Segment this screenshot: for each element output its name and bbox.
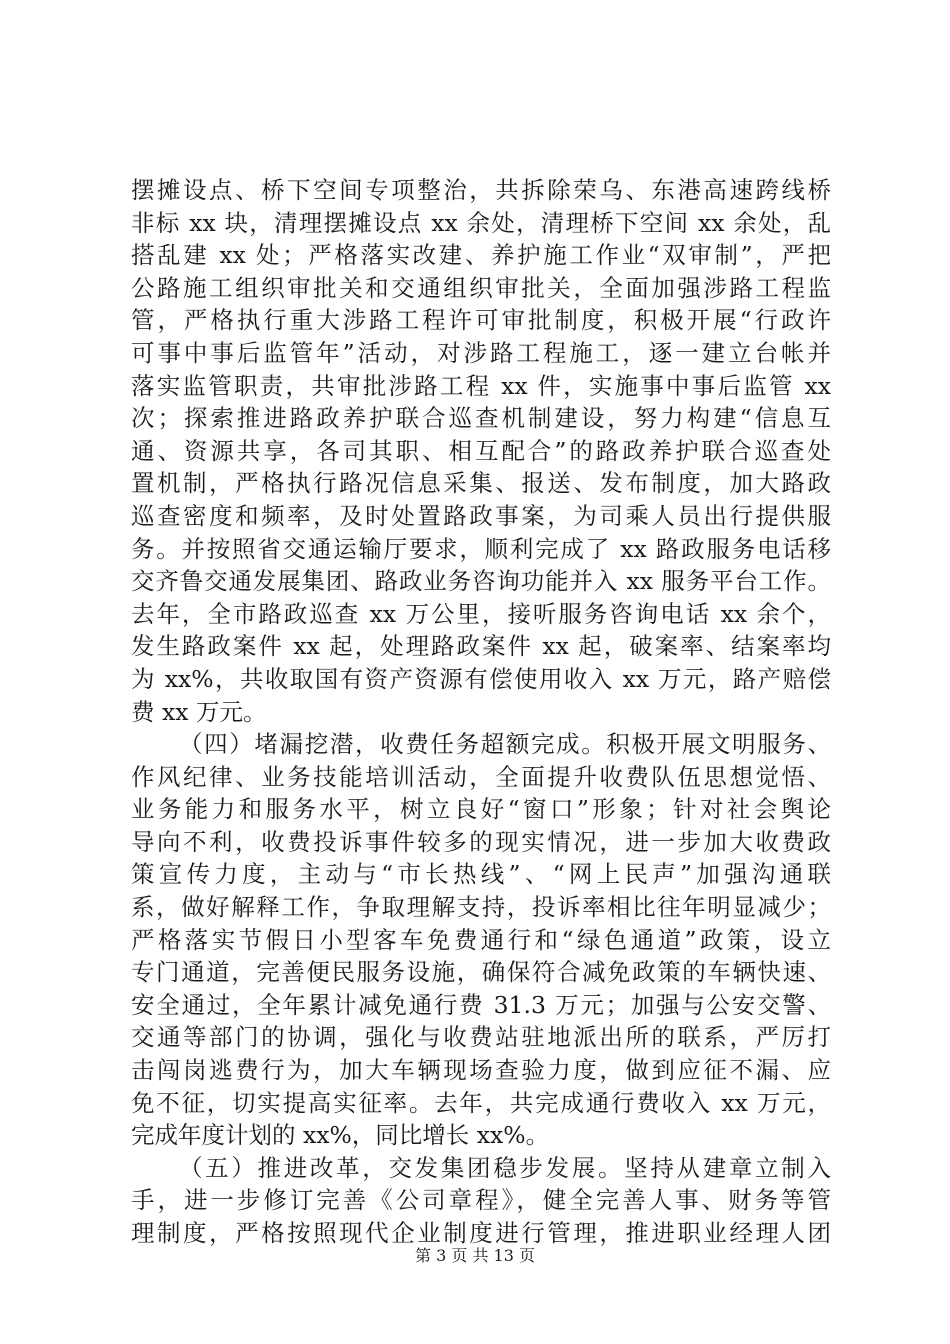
- text-line: 免不征，切实提高实征率。去年，共完成通行费收入 xx 万元，: [131, 1088, 831, 1117]
- text-line: 摆摊设点、桥下空间专项整治，共拆除荣乌、东港高速跨线桥: [131, 176, 831, 204]
- text-line: 管，严格执行重大涉路工程许可审批制度，积极开展“行政许: [131, 306, 831, 335]
- text-line: 搭乱建 xx 处；严格落实改建、养护施工作业“双审制”，严把: [131, 241, 831, 270]
- text-line: 巡查密度和频率，及时处置路政事案，为司乘人员出行提供服: [131, 501, 831, 530]
- text-line: 非标 xx 块，清理摆摊设点 xx 余处，清理桥下空间 xx 余处，乱: [131, 208, 831, 237]
- text-line: 系，做好解释工作，争取理解支持，投诉率相比往年明显减少；: [131, 893, 831, 922]
- paragraph-p2: [131, 728, 831, 1152]
- text-line: 去年，全市路政巡查 xx 万公里，接听服务咨询电话 xx 余个，: [131, 599, 831, 628]
- text-line: 策宣传力度，主动与“市长热线”、“网上民声”加强沟通联: [131, 860, 831, 889]
- paragraph-p3: [131, 1152, 831, 1250]
- text-line: 严格落实节假日小型客车免费通行和“绿色通道”政策，设立: [131, 925, 831, 954]
- text-line: 发生路政案件 xx 起，处理路政案件 xx 起，破案率、结案率均: [131, 632, 831, 661]
- text-line: 交齐鲁交通发展集团、路政业务咨询功能并入 xx 服务平台工作。: [131, 567, 831, 596]
- text-line: 落实监管职责，共审批涉路工程 xx 件，实施事中事后监管 xx: [131, 371, 831, 400]
- text-line: 安全通过，全年累计减免通行费 31.3 万元；加强与公安交警、: [131, 990, 831, 1019]
- text-line: 手，进一步修订完善《公司章程》，健全完善人事、财务等管: [131, 1186, 831, 1215]
- text-line: 务。并按照省交通运输厅要求，顺利完成了 xx 路政服务电话移: [131, 534, 831, 563]
- text-line: 次；探索推进路政养护联合巡查机制建设，努力构建“信息互: [131, 404, 831, 433]
- text-line: 通、资源共享，各司其职、相互配合”的路政养护联合巡查处: [131, 436, 831, 465]
- text-line: 公路施工组织审批关和交通组织审批关，全面加强涉路工程监: [131, 273, 831, 302]
- text-line: 完成年度计划的 xx%，同比增长 xx%。: [131, 1121, 550, 1150]
- page-footer: 第 3 页 共 13 页: [415, 1246, 535, 1265]
- text-line: 可事中事后监管年”活动，对涉路工程施工，逐一建立台帐并: [131, 338, 831, 367]
- text-line: （四）堵漏挖潜，收费任务超额完成。积极开展文明服务、: [179, 730, 831, 759]
- text-line: 理制度，严格按照现代企业制度进行管理，推进职业经理人团: [131, 1219, 831, 1247]
- document-body: [131, 174, 831, 1250]
- text-line: 置机制，严格执行路况信息采集、报送、发布制度，加大路政: [131, 469, 831, 498]
- text-line: 费 xx 万元。: [131, 697, 267, 726]
- text-line: 业务能力和服务水平，树立良好“窗口”形象；针对社会舆论: [131, 795, 831, 824]
- text-line: 击闯岗逃费行为，加大车辆现场查验力度，做到应征不漏、应: [131, 1056, 831, 1085]
- text-line: 导向不利，收费投诉事件较多的现实情况，进一步加大收费政: [131, 827, 831, 856]
- text-line: 为 xx%，共收取国有资产资源有偿使用收入 xx 万元，路产赔偿: [131, 664, 831, 693]
- paragraph-p1: [131, 174, 831, 728]
- text-line: 作风纪律、业务技能培训活动，全面提升收费队伍思想觉悟、: [131, 762, 831, 791]
- text-line: （五）推进改革，交发集团稳步发展。坚持从建章立制入: [179, 1153, 831, 1182]
- text-line: 交通等部门的协调，强化与收费站驻地派出所的联系，严厉打: [131, 1023, 831, 1052]
- text-line: 专门通道，完善便民服务设施，确保符合减免政策的车辆快速、: [131, 958, 831, 987]
